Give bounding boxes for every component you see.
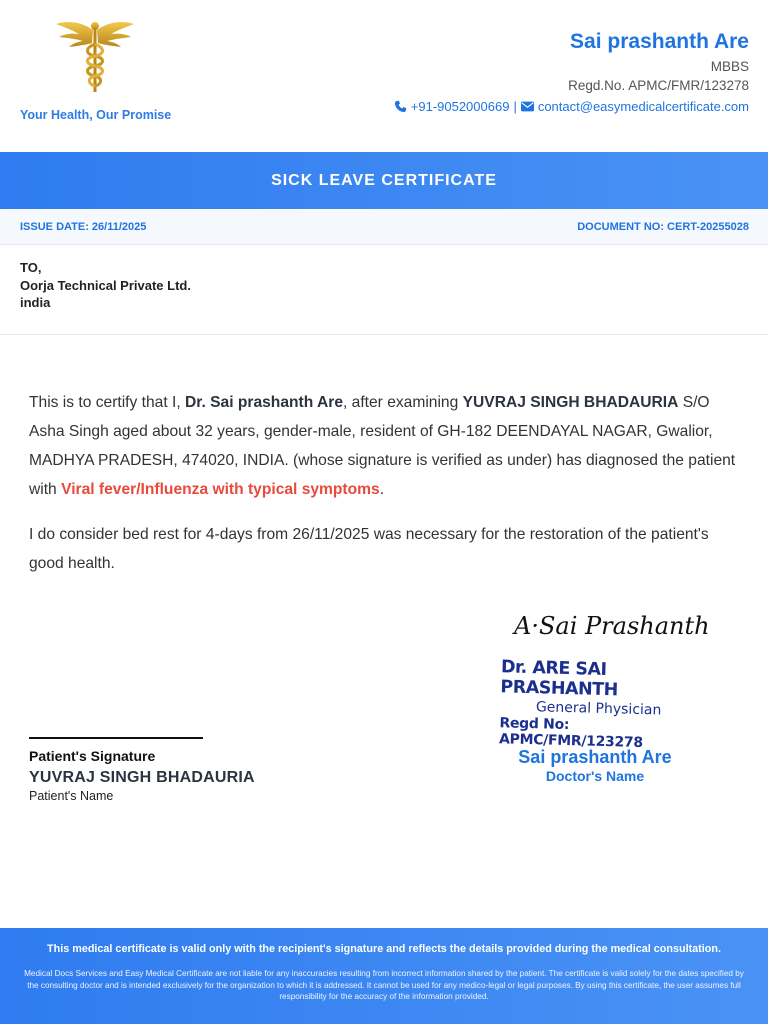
phone-icon [394,100,407,113]
document-number: DOCUMENT NO: CERT-20255028 [577,220,749,233]
doctor-contact [394,98,749,115]
period: . [379,481,385,498]
patient-name: YUVRAJ SINGH BHADAURIA [29,769,255,786]
envelope-icon [521,101,534,112]
footer-disclaimer: Medical Docs Services and Easy Medical Certificate are not liable for any inaccuracies resulting from incorrect information shared by the patient. The certificate is valid solely for the dates specified by the consulting doctor and is intended exclusively for the organization to which it is addressed. It cannot be used for any medico-legal or legal purposes. By using this certificate, the user assumes full responsibility for the accuracy of the information provided. [24,969,744,1001]
recipient-block [0,245,768,335]
phone-number[interactable]: +91-9052000669 [410,99,510,114]
rest-paragraph: I do consider bed rest for 4-days from 26/11/2025 was necessary for the restoration of the patient's good health. [29,526,709,572]
signature-text: A·Sai Prashanth [514,612,710,640]
intro-text: This is to certify that I, [29,394,185,411]
doctor-name-label: Doctor's Name [545,768,645,784]
doctor-stamp [499,657,711,752]
after-text: , after examining [343,394,463,411]
email-link[interactable]: contact@easymedicalcertificate.com [537,99,749,114]
footer [0,928,768,1024]
doctor-name-header: Sai prashanth Are [570,30,749,53]
stamp-registration: Regd No: APMC/FMR/123278 [498,715,643,751]
certificate-title: SICK LEAVE CERTIFICATE [271,171,497,189]
certifying-doctor: Dr. Sai prashanth Are [184,394,343,411]
doctor-registration: Regd.No. APMC/FMR/123278 [568,78,749,93]
certificate-body [29,388,741,578]
issue-date: ISSUE DATE: 26/11/2025 [20,220,147,233]
doctor-signature [512,604,712,654]
letterhead [0,0,768,152]
contact-separator: | [513,99,517,114]
patient-name-body: YUVRAJ SINGH BHADAURIA [462,394,679,411]
diagnosis: Viral fever/Influenza with typical symptoms [61,481,380,498]
patient-signature-label: Patient's Signature [29,748,156,764]
certification-paragraph [29,388,741,504]
stamp-title: General Physician [535,699,662,719]
patient-details: S/O Asha Singh aged about 32 years, gender-male, resident of GH-182 DEENDAYAL NAGAR, Gwalior, MADHYA PRADESH, 474020, INDIA. (whose signature is verified as under) has diagnosed the patient with [29,394,736,498]
doctor-info [394,30,749,115]
title-banner [0,152,768,209]
caduceus-logo [52,18,138,94]
recipient-company: Oorja Technical Private Ltd. [20,277,191,293]
footer-validity-note: This medical certificate is valid only with the recipient's signature and reflects the details provided during the medical consultation. [47,943,721,955]
patient-name-label: Patient's Name [29,789,114,803]
tagline: Your Health, Our Promise [20,108,172,122]
stamp-name: Dr. ARE SAI PRASHANTH [500,657,619,701]
doctor-degree: MBBS [710,59,749,74]
doctor-name-signature: Sai prashanth Are [518,747,672,767]
recipient-to: TO, [20,260,42,275]
patient-signature-line [29,737,203,739]
recipient-country: india [20,295,51,310]
info-bar [0,209,768,245]
